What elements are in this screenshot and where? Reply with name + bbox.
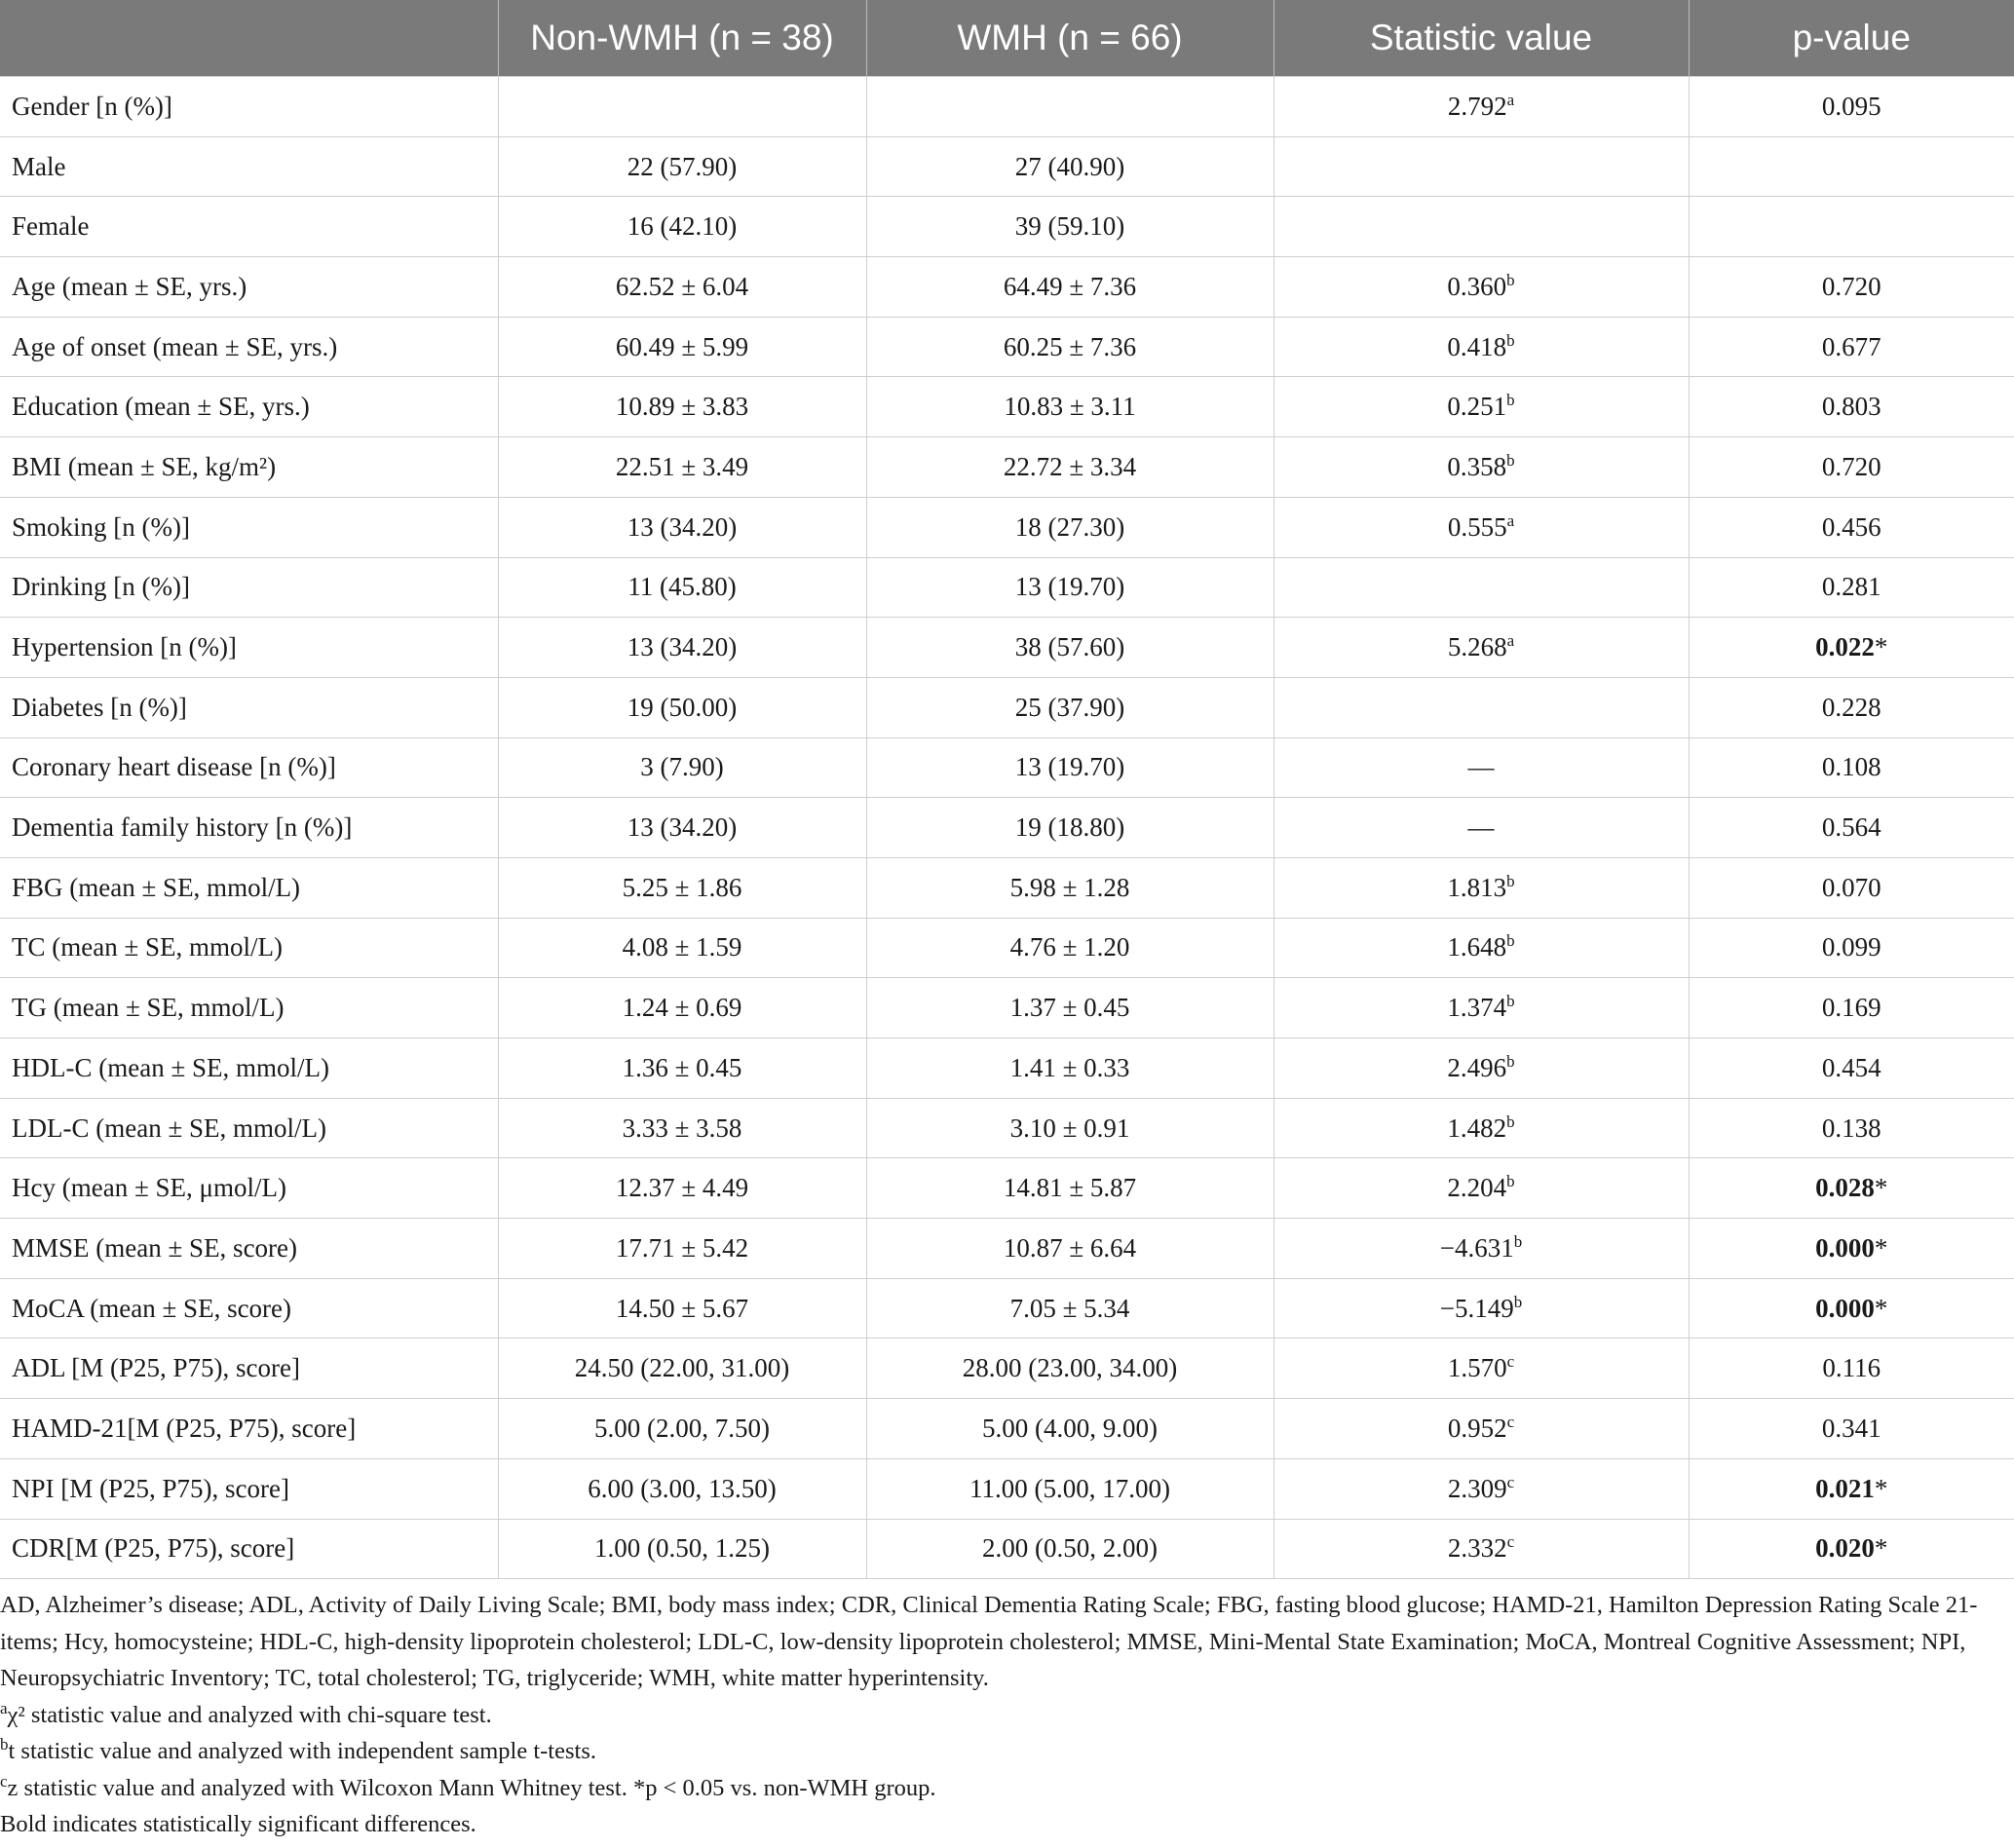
cell-non-wmh: 1.24 ± 0.69	[498, 978, 866, 1038]
cell-non-wmh: 12.37 ± 4.49	[498, 1158, 866, 1219]
row-label: MMSE (mean ± SE, score)	[0, 1219, 498, 1279]
row-label: Male	[0, 136, 498, 197]
p-value: 0.228	[1821, 692, 1881, 722]
row-label: Education (mean ± SE, yrs.)	[0, 377, 498, 437]
row-label: Coronary heart disease [n (%)]	[0, 737, 498, 798]
cell-p-value	[1689, 737, 2014, 798]
footnote-b-text: t statistic value and analyzed with independent sample t-tests.	[8, 1738, 596, 1765]
cell-wmh: 38 (57.60)	[866, 618, 1273, 678]
table-row	[0, 1038, 2014, 1099]
statistic-value: 0.251	[1447, 392, 1507, 422]
row-label: CDR[M (P25, P75), score]	[0, 1519, 498, 1579]
row-label: TC (mean ± SE, mmol/L)	[0, 918, 498, 978]
row-label: Female	[0, 197, 498, 257]
row-label: HAMD-21[M (P25, P75), score]	[0, 1399, 498, 1459]
table-row	[0, 1339, 2014, 1399]
header-wmh: WMH (n = 66)	[866, 0, 1273, 77]
cell-statistic	[1273, 857, 1689, 918]
p-value: 0.022	[1815, 632, 1875, 662]
cell-statistic	[1273, 377, 1689, 437]
cell-non-wmh: 17.71 ± 5.42	[498, 1219, 866, 1279]
statistic-value: 2.309	[1447, 1473, 1507, 1503]
table-row	[0, 257, 2014, 318]
cell-p-value	[1689, 257, 2014, 318]
cell-wmh: 5.00 (4.00, 9.00)	[866, 1399, 1273, 1459]
cell-non-wmh: 22.51 ± 3.49	[498, 437, 866, 498]
p-value: 0.116	[1822, 1353, 1881, 1383]
table-body	[0, 77, 2014, 1579]
cell-statistic	[1273, 918, 1689, 978]
cell-p-value	[1689, 1399, 2014, 1459]
table-row	[0, 1399, 2014, 1459]
table-row	[0, 1519, 2014, 1579]
table-row	[0, 978, 2014, 1038]
cell-p-value	[1689, 1038, 2014, 1099]
cell-non-wmh: 3 (7.90)	[498, 737, 866, 798]
cell-p-value	[1689, 857, 2014, 918]
header-variable	[0, 0, 498, 77]
table-row	[0, 618, 2014, 678]
cell-wmh: 25 (37.90)	[866, 677, 1273, 737]
cell-wmh: 22.72 ± 3.34	[866, 437, 1273, 498]
cell-p-value	[1689, 978, 2014, 1038]
cell-statistic	[1273, 197, 1689, 257]
cell-p-value	[1689, 1519, 2014, 1579]
cell-p-value	[1689, 377, 2014, 437]
statistic-value: 1.813	[1447, 872, 1507, 902]
p-value: 0.564	[1821, 812, 1881, 843]
cell-wmh: 7.05 ± 5.34	[866, 1278, 1273, 1339]
cell-non-wmh: 13 (34.20)	[498, 497, 866, 557]
cell-wmh: 27 (40.90)	[866, 136, 1273, 197]
header-row	[0, 0, 2014, 77]
row-label: LDL-C (mean ± SE, mmol/L)	[0, 1098, 498, 1158]
table-row	[0, 497, 2014, 557]
p-value: 0.000	[1815, 1232, 1875, 1263]
p-value: 0.108	[1821, 752, 1881, 782]
header-p-value: p-value	[1689, 0, 2014, 77]
statistic-value: 0.358	[1447, 451, 1507, 481]
significance-marker: *	[1874, 1293, 1888, 1323]
significance-marker: *	[1874, 1232, 1888, 1263]
row-label: FBG (mean ± SE, mmol/L)	[0, 857, 498, 918]
p-value: 0.099	[1821, 932, 1881, 962]
cell-statistic	[1273, 437, 1689, 498]
footnote-a-text: χ² statistic value and analyzed with chi-square test.	[7, 1701, 492, 1728]
cell-wmh: 10.83 ± 3.11	[866, 377, 1273, 437]
p-value: 0.720	[1821, 271, 1881, 301]
cell-statistic	[1273, 798, 1689, 858]
row-label: Age of onset (mean ± SE, yrs.)	[0, 317, 498, 377]
cell-p-value	[1689, 197, 2014, 257]
cell-p-value	[1689, 1458, 2014, 1519]
p-value: 0.020	[1815, 1533, 1875, 1564]
row-label: Hypertension [n (%)]	[0, 618, 498, 678]
row-label: ADL [M (P25, P75), score]	[0, 1339, 498, 1399]
footnote-b-marker: b	[0, 1735, 9, 1754]
cell-statistic	[1273, 1399, 1689, 1459]
significance-marker: *	[1874, 1173, 1888, 1203]
statistic-footnote-marker: b	[1506, 450, 1515, 470]
p-value: 0.138	[1821, 1113, 1881, 1143]
cell-p-value	[1689, 497, 2014, 557]
cell-statistic	[1273, 557, 1689, 618]
cell-non-wmh: 24.50 (22.00, 31.00)	[498, 1339, 866, 1399]
table-row	[0, 1458, 2014, 1519]
cell-non-wmh: 3.33 ± 3.58	[498, 1098, 866, 1158]
statistic-value: 1.648	[1447, 932, 1507, 962]
row-label: TG (mean ± SE, mmol/L)	[0, 978, 498, 1038]
cell-p-value	[1689, 136, 2014, 197]
footnote-c-marker: c	[0, 1771, 8, 1791]
p-value: 0.021	[1815, 1473, 1875, 1503]
table-row	[0, 1158, 2014, 1219]
statistic-footnote-marker: a	[1506, 90, 1515, 109]
cell-wmh: 14.81 ± 5.87	[866, 1158, 1273, 1219]
cell-non-wmh: 5.00 (2.00, 7.50)	[498, 1399, 866, 1459]
cell-non-wmh: 1.00 (0.50, 1.25)	[498, 1519, 866, 1579]
cell-non-wmh: 19 (50.00)	[498, 677, 866, 737]
statistic-footnote-marker: b	[1506, 1051, 1515, 1071]
p-value: 0.281	[1821, 572, 1881, 602]
statistic-value: —	[1467, 752, 1495, 782]
footnote-c-text: z statistic value and analyzed with Wilcoxon Mann Whitney test. *p < 0.05 vs. non-WMH group.	[7, 1774, 936, 1801]
table-row	[0, 677, 2014, 737]
statistic-value: −5.149	[1439, 1293, 1514, 1323]
statistic-footnote-marker: c	[1506, 1352, 1515, 1372]
p-value: 0.000	[1815, 1293, 1875, 1323]
p-value: 0.454	[1821, 1052, 1881, 1082]
cell-p-value	[1689, 1278, 2014, 1339]
row-label: Dementia family history [n (%)]	[0, 798, 498, 858]
cell-p-value	[1689, 798, 2014, 858]
footnote-abbreviations: AD, Alzheimer’s disease; ADL, Activity of Daily Living Scale; BMI, body mass index; CDR, Clinical Dementia Rating Scale; FBG, fasting blood glucose; HAMD-21, Hamilton Depression Rating Scale 21-items; Hcy, homocysteine; HDL-C, high-density lipoprotein cholesterol; LDL-C, low-density lipoprotein cholesterol; MMSE, Mini-Mental State Examination; MoCA, Montreal Cognitive Assessment; NPI, Neuropsychiatric Inventory; TC, total cholesterol; TG, triglyceride; WMH, white matter hyperintensity.	[0, 1592, 1978, 1692]
cell-non-wmh: 11 (45.80)	[498, 557, 866, 618]
row-label: HDL-C (mean ± SE, mmol/L)	[0, 1038, 498, 1099]
footnote-a	[0, 1697, 2014, 1734]
table-footnotes	[0, 1579, 2014, 1843]
row-label: MoCA (mean ± SE, score)	[0, 1278, 498, 1339]
cell-non-wmh: 14.50 ± 5.67	[498, 1278, 866, 1339]
cell-non-wmh: 10.89 ± 3.83	[498, 377, 866, 437]
table-row	[0, 1098, 2014, 1158]
cell-statistic	[1273, 1158, 1689, 1219]
table-row	[0, 437, 2014, 498]
cell-wmh	[866, 77, 1273, 137]
significance-marker: *	[1874, 1533, 1888, 1564]
table-row	[0, 798, 2014, 858]
cell-non-wmh: 62.52 ± 6.04	[498, 257, 866, 318]
statistic-footnote-marker: b	[1506, 931, 1515, 951]
cell-non-wmh: 13 (34.20)	[498, 798, 866, 858]
footnote-bold: Bold indicates statistically significant differences.	[0, 1811, 476, 1838]
row-label: Age (mean ± SE, yrs.)	[0, 257, 498, 318]
cell-p-value	[1689, 77, 2014, 137]
statistic-value: 0.555	[1447, 511, 1507, 542]
cell-wmh: 28.00 (23.00, 34.00)	[866, 1339, 1273, 1399]
cell-wmh: 5.98 ± 1.28	[866, 857, 1273, 918]
cell-statistic	[1273, 1339, 1689, 1399]
cell-non-wmh: 22 (57.90)	[498, 136, 866, 197]
footnote-c	[0, 1770, 2014, 1807]
cell-non-wmh: 60.49 ± 5.99	[498, 317, 866, 377]
statistic-footnote-marker: b	[1506, 871, 1515, 890]
cell-p-value	[1689, 1098, 2014, 1158]
cell-statistic	[1273, 1038, 1689, 1099]
cell-non-wmh: 1.36 ± 0.45	[498, 1038, 866, 1099]
statistic-footnote-marker: a	[1506, 510, 1515, 530]
footnote-b	[0, 1733, 2014, 1770]
row-label: NPI [M (P25, P75), score]	[0, 1458, 498, 1519]
statistic-footnote-marker: b	[1513, 1231, 1523, 1251]
statistic-value: −4.631	[1439, 1232, 1514, 1263]
cell-p-value	[1689, 618, 2014, 678]
cell-statistic	[1273, 677, 1689, 737]
statistic-footnote-marker: a	[1506, 631, 1515, 651]
statistic-footnote-marker: b	[1506, 1172, 1515, 1191]
statistic-value: 2.792	[1447, 91, 1507, 121]
statistic-value: 0.418	[1447, 331, 1507, 361]
p-value: 0.803	[1821, 392, 1881, 422]
statistic-footnote-marker: c	[1506, 1412, 1515, 1431]
p-value: 0.456	[1821, 511, 1881, 542]
statistic-value: 0.360	[1447, 271, 1507, 301]
statistic-value: 1.570	[1447, 1353, 1507, 1383]
table-row	[0, 197, 2014, 257]
cell-wmh: 1.41 ± 0.33	[866, 1038, 1273, 1099]
row-label: BMI (mean ± SE, kg/m²)	[0, 437, 498, 498]
p-value: 0.341	[1821, 1413, 1881, 1443]
table-row	[0, 136, 2014, 197]
statistic-value: 2.332	[1447, 1533, 1507, 1564]
table-row	[0, 1278, 2014, 1339]
cell-p-value	[1689, 1339, 2014, 1399]
row-label: Diabetes [n (%)]	[0, 677, 498, 737]
statistic-footnote-marker: b	[1506, 330, 1515, 350]
cell-wmh: 60.25 ± 7.36	[866, 317, 1273, 377]
cell-statistic	[1273, 1519, 1689, 1579]
table-row	[0, 737, 2014, 798]
statistic-value: 0.952	[1447, 1413, 1507, 1443]
cell-p-value	[1689, 317, 2014, 377]
cell-p-value	[1689, 1158, 2014, 1219]
cell-statistic	[1273, 497, 1689, 557]
statistic-value: 1.374	[1447, 993, 1507, 1023]
table-row	[0, 557, 2014, 618]
statistic-footnote-marker: b	[1513, 1292, 1523, 1311]
cell-wmh: 2.00 (0.50, 2.00)	[866, 1519, 1273, 1579]
statistic-footnote-marker: c	[1506, 1532, 1515, 1552]
footnote-a-marker: a	[0, 1698, 8, 1717]
statistic-footnote-marker: b	[1506, 992, 1515, 1011]
cell-p-value	[1689, 677, 2014, 737]
cell-non-wmh: 5.25 ± 1.86	[498, 857, 866, 918]
cell-p-value	[1689, 557, 2014, 618]
row-label: Drinking [n (%)]	[0, 557, 498, 618]
cell-statistic	[1273, 737, 1689, 798]
statistic-value: —	[1467, 812, 1495, 843]
statistic-value: 2.204	[1447, 1173, 1507, 1203]
cell-statistic	[1273, 1219, 1689, 1279]
statistic-value: 2.496	[1447, 1052, 1507, 1082]
statistic-footnote-marker: b	[1506, 270, 1515, 289]
cell-wmh: 11.00 (5.00, 17.00)	[866, 1458, 1273, 1519]
table-row	[0, 317, 2014, 377]
significance-marker: *	[1874, 1473, 1888, 1503]
table-row	[0, 1219, 2014, 1279]
cell-wmh: 1.37 ± 0.45	[866, 978, 1273, 1038]
significance-marker: *	[1874, 632, 1888, 662]
cell-p-value	[1689, 437, 2014, 498]
cell-non-wmh: 13 (34.20)	[498, 618, 866, 678]
cell-statistic	[1273, 257, 1689, 318]
cell-wmh: 18 (27.30)	[866, 497, 1273, 557]
cell-non-wmh: 16 (42.10)	[498, 197, 866, 257]
cell-statistic	[1273, 1458, 1689, 1519]
cell-wmh: 39 (59.10)	[866, 197, 1273, 257]
header-non-wmh: Non-WMH (n = 38)	[498, 0, 866, 77]
p-value: 0.169	[1821, 993, 1881, 1023]
cell-non-wmh	[498, 77, 866, 137]
p-value: 0.677	[1821, 331, 1881, 361]
header-statistic-value: Statistic value	[1273, 0, 1689, 77]
cell-wmh: 10.87 ± 6.64	[866, 1219, 1273, 1279]
cell-wmh: 19 (18.80)	[866, 798, 1273, 858]
cell-statistic	[1273, 1278, 1689, 1339]
p-value: 0.070	[1821, 872, 1881, 902]
statistic-value: 5.268	[1447, 632, 1507, 662]
cell-statistic	[1273, 136, 1689, 197]
p-value: 0.028	[1815, 1173, 1875, 1203]
statistic-footnote-marker: b	[1506, 391, 1515, 410]
cell-wmh: 64.49 ± 7.36	[866, 257, 1273, 318]
cell-statistic	[1273, 77, 1689, 137]
cell-non-wmh: 6.00 (3.00, 13.50)	[498, 1458, 866, 1519]
statistic-footnote-marker: c	[1506, 1472, 1515, 1491]
cell-wmh: 4.76 ± 1.20	[866, 918, 1273, 978]
cell-non-wmh: 4.08 ± 1.59	[498, 918, 866, 978]
row-label: Smoking [n (%)]	[0, 497, 498, 557]
cell-wmh: 13 (19.70)	[866, 737, 1273, 798]
row-label: Hcy (mean ± SE, μmol/L)	[0, 1158, 498, 1219]
p-value: 0.720	[1821, 451, 1881, 481]
table-row	[0, 77, 2014, 137]
statistic-footnote-marker: b	[1506, 1112, 1515, 1131]
statistic-value: 1.482	[1447, 1113, 1507, 1143]
table-row	[0, 377, 2014, 437]
row-label: Gender [n (%)]	[0, 77, 498, 137]
table-row	[0, 918, 2014, 978]
cell-statistic	[1273, 317, 1689, 377]
cell-wmh: 3.10 ± 0.91	[866, 1098, 1273, 1158]
cell-statistic	[1273, 618, 1689, 678]
cell-statistic	[1273, 1098, 1689, 1158]
cell-p-value	[1689, 918, 2014, 978]
table-row	[0, 857, 2014, 918]
p-value: 0.095	[1821, 91, 1881, 121]
cell-p-value	[1689, 1219, 2014, 1279]
cell-wmh: 13 (19.70)	[866, 557, 1273, 618]
cell-statistic	[1273, 978, 1689, 1038]
